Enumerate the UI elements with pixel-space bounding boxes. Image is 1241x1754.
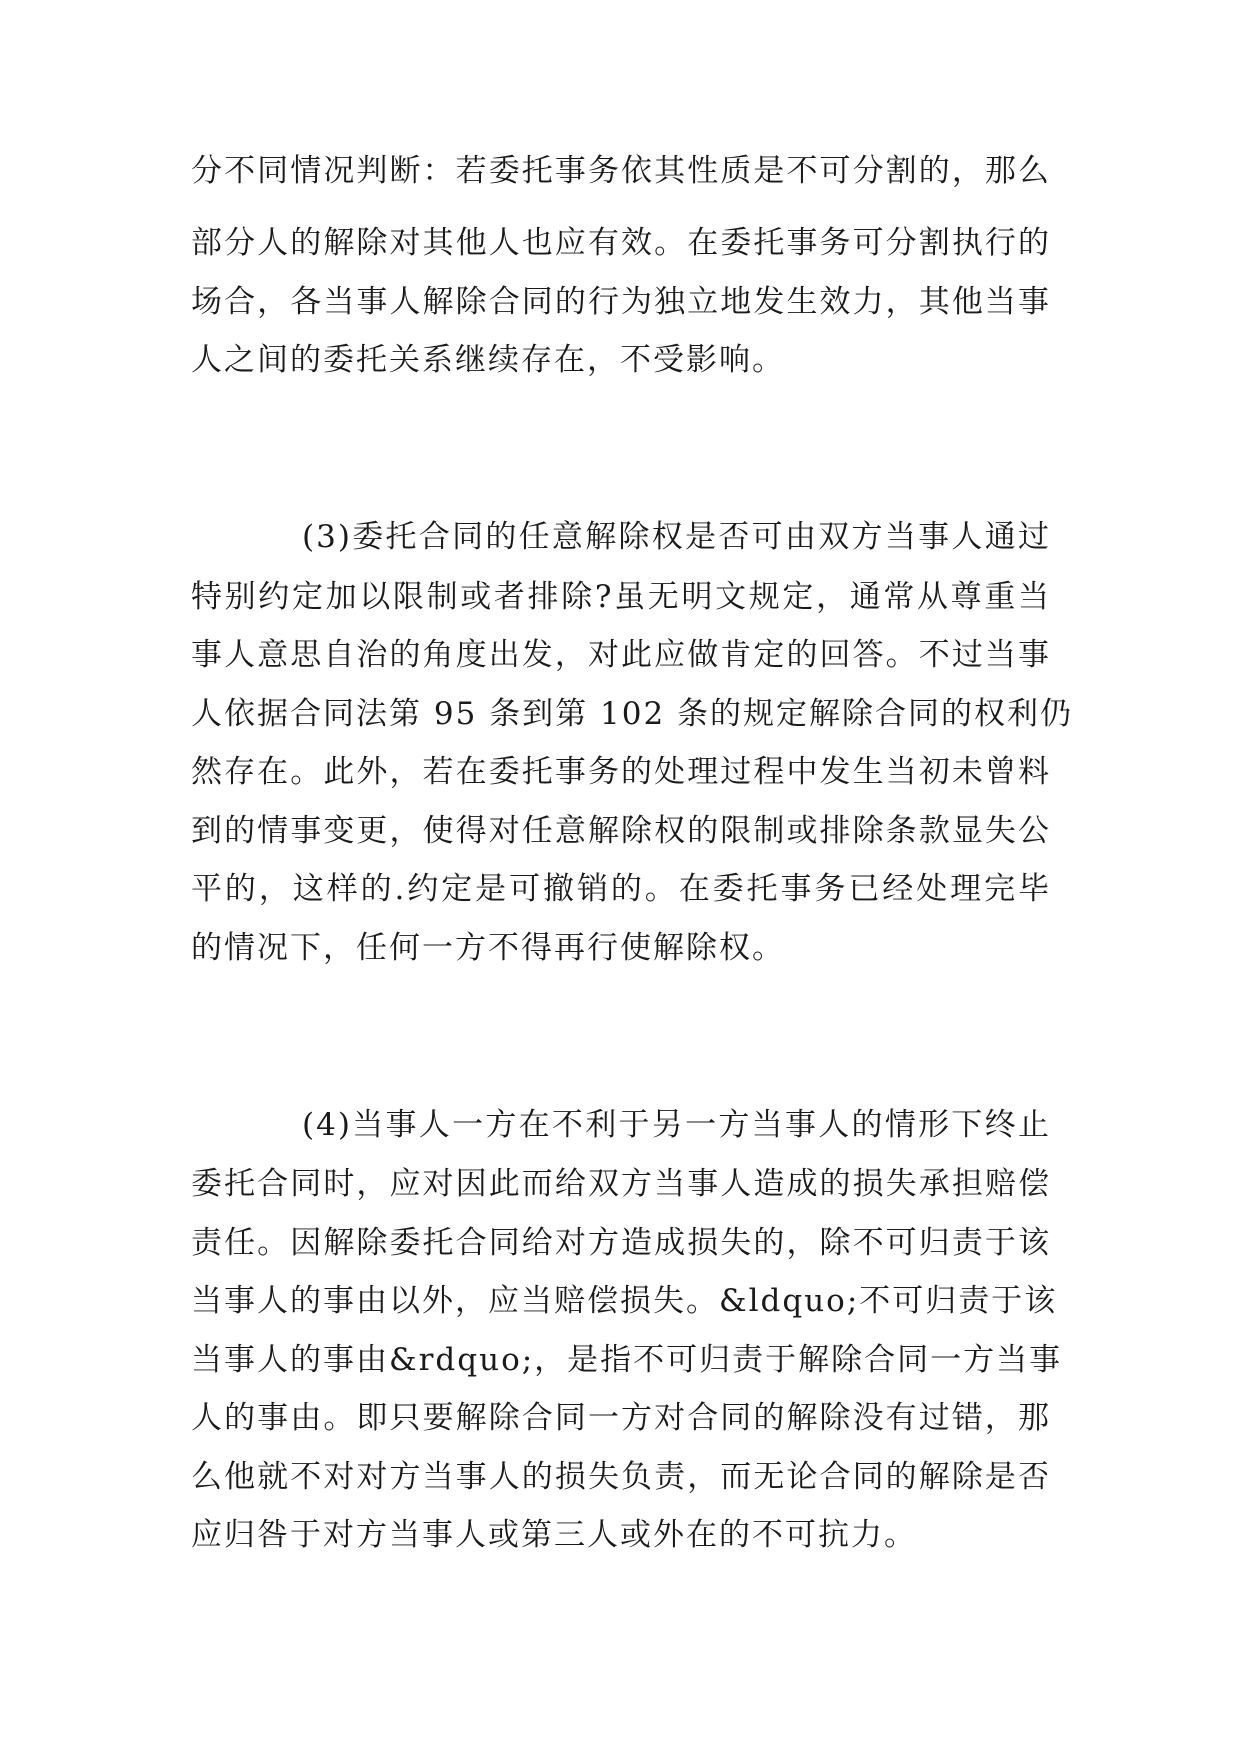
text-line: (4)当事人一方在不利于另一方当事人的情形下终止 xyxy=(302,1107,1051,1143)
text-line: 责任。因解除委托合同给对方造成损失的，除不可归责于该 xyxy=(191,1225,1051,1261)
text-line: 么他就不对对方当事人的损失负责，而无论合同的解除是否 xyxy=(191,1459,1051,1495)
text-line: 委托合同时，应对因此而给双方当事人造成的损失承担赔偿 xyxy=(191,1166,1051,1202)
text-line: 事人意思自治的角度出发，对此应做肯定的回答。不过当事 xyxy=(191,637,1051,673)
text-line: 到的情事变更，使得对任意解除权的限制或排除条款显失公 xyxy=(191,813,1051,849)
text-line: 应归咎于对方当事人或第三人或外在的不可抗力。 xyxy=(191,1517,917,1553)
text-line: (3)委托合同的任意解除权是否可由双方当事人通过 xyxy=(302,519,1051,555)
text-line: 分不同情况判断：若委托事务依其性质是不可分割的，那么 xyxy=(191,153,1051,189)
text-line: 平的，这样的.约定是可撤销的。在委托事务已经处理完毕 xyxy=(191,871,1051,907)
text-line: 场合，各当事人解除合同的行为独立地发生效力，其他当事 xyxy=(191,284,1051,320)
text-line: 然存在。此外，若在委托事务的处理过程中发生当初未曾料 xyxy=(191,754,1051,790)
text-line: 当事人的事由以外，应当赔偿损失。&ldquo;不可归责于该 xyxy=(191,1283,1058,1319)
text-line: 的情况下，任何一方不得再行使解除权。 xyxy=(191,930,785,966)
text-line: 当事人的事由&rdquo;，是指不可归责于解除合同一方当事 xyxy=(191,1342,1063,1378)
text-line: 人之间的委托关系继续存在，不受影响。 xyxy=(191,342,785,378)
text-line: 人的事由。即只要解除合同一方对合同的解除没有过错，那 xyxy=(191,1400,1051,1436)
text-line: 特别约定加以限制或者排除?虽无明文规定，通常从尊重当 xyxy=(191,579,1051,615)
text-line: 部分人的解除对其他人也应有效。在委托事务可分割执行的 xyxy=(191,225,1051,261)
text-line: 人依据合同法第 95 条到第 102 条的规定解除合同的权利仍 xyxy=(191,696,1074,732)
